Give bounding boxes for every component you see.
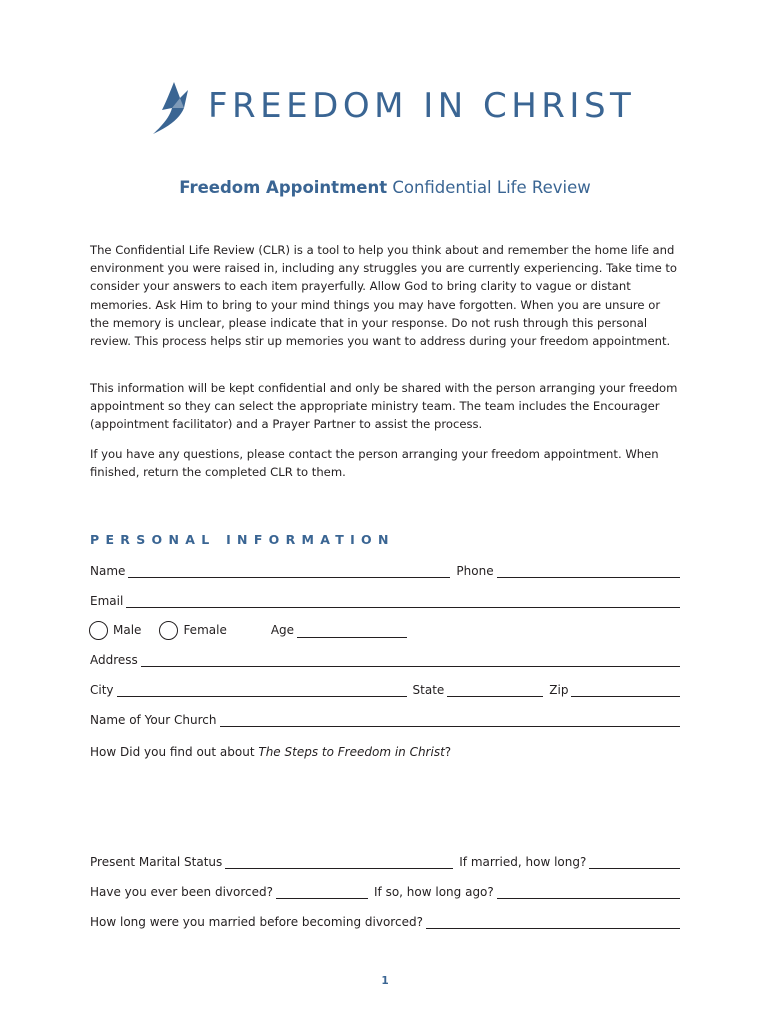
name-field[interactable] (128, 566, 450, 578)
found-out-question (90, 745, 451, 759)
found-prefix: How Did you find out about (90, 745, 259, 759)
address-field[interactable] (141, 655, 680, 667)
phone-field[interactable] (497, 566, 680, 578)
zip-field[interactable] (571, 685, 680, 697)
marital-status-field[interactable] (225, 857, 453, 869)
title-light: Confidential Life Review (392, 178, 591, 197)
male-radio[interactable] (89, 621, 108, 640)
intro-paragraph-3: If you have any questions, please contact the person arranging your freedom appointment. When finished, return the completed CLR to them. (90, 447, 659, 480)
married-before-divorce-label: How long were you married before becoming divorced? (90, 915, 423, 929)
email-field[interactable] (126, 596, 680, 608)
married-how-long-field[interactable] (589, 857, 680, 869)
email-row (90, 590, 680, 608)
brand-name: FREEDOM IN CHRIST (208, 86, 636, 126)
city-state-zip-row (90, 679, 680, 697)
address-label: Address (90, 653, 138, 667)
found-suffix: ? (444, 745, 452, 759)
dove-icon (150, 80, 190, 136)
section-heading: PERSONAL INFORMATION (90, 532, 395, 547)
document-title (0, 178, 770, 197)
divorced-field[interactable] (276, 887, 368, 899)
marital-row (90, 851, 680, 869)
name-phone-row (90, 560, 680, 578)
name-label: Name (90, 564, 126, 578)
church-label: Name of Your Church (90, 713, 217, 727)
divorced-how-long-field[interactable] (497, 887, 680, 899)
brand-logo (150, 80, 636, 136)
zip-label: Zip (549, 683, 569, 697)
church-row (90, 709, 680, 727)
age-field[interactable] (297, 626, 407, 638)
phone-label: Phone (456, 564, 494, 578)
divorced-row (90, 881, 680, 899)
marital-status-label: Present Marital Status (90, 855, 223, 869)
city-field[interactable] (117, 685, 407, 697)
divorced-how-long-label: If so, how long ago? (374, 885, 494, 899)
married-before-divorce-field[interactable] (426, 917, 680, 929)
state-label: State (412, 683, 445, 697)
female-label: Female (183, 623, 227, 637)
email-label: Email (90, 594, 124, 608)
married-how-long-label: If married, how long? (459, 855, 587, 869)
male-label: Male (113, 623, 142, 637)
divorced-label: Have you ever been divorced? (90, 885, 273, 899)
found-title: The Steps to Freedom in Christ (258, 745, 445, 759)
page-number: 1 (381, 975, 389, 987)
church-field[interactable] (220, 715, 681, 727)
city-label: City (90, 683, 114, 697)
intro-paragraph-1: The Confidential Life Review (CLR) is a tool to help you think about and remember the home life and environment you were raised in, including any struggles you are currently experiencing. Take time to consider your answers to each item prayerfully. Allow God to bring clarity to vague or distant memories. Ask Him to bring to your mind things you may have forgotten. When you are unsure or the memory is unclear, please indicate that in your response. Do not rush through this personal review. This process helps stir up memories you want to address during your freedom appointment. (90, 243, 678, 349)
state-field[interactable] (447, 685, 543, 697)
gender-age-row (89, 619, 407, 641)
female-radio[interactable] (159, 621, 178, 640)
address-row (90, 649, 680, 667)
intro-paragraph-2: This information will be kept confidential and only be shared with the person arranging your freedom appointment so they can select the appropriate ministry team. The team includes the Encourager (appointment facilitator) and a Prayer Partner to assist the process. (90, 381, 678, 432)
age-label: Age (270, 623, 295, 637)
title-bold: Freedom Appointment (179, 178, 388, 197)
married-before-divorce-row (90, 911, 680, 929)
